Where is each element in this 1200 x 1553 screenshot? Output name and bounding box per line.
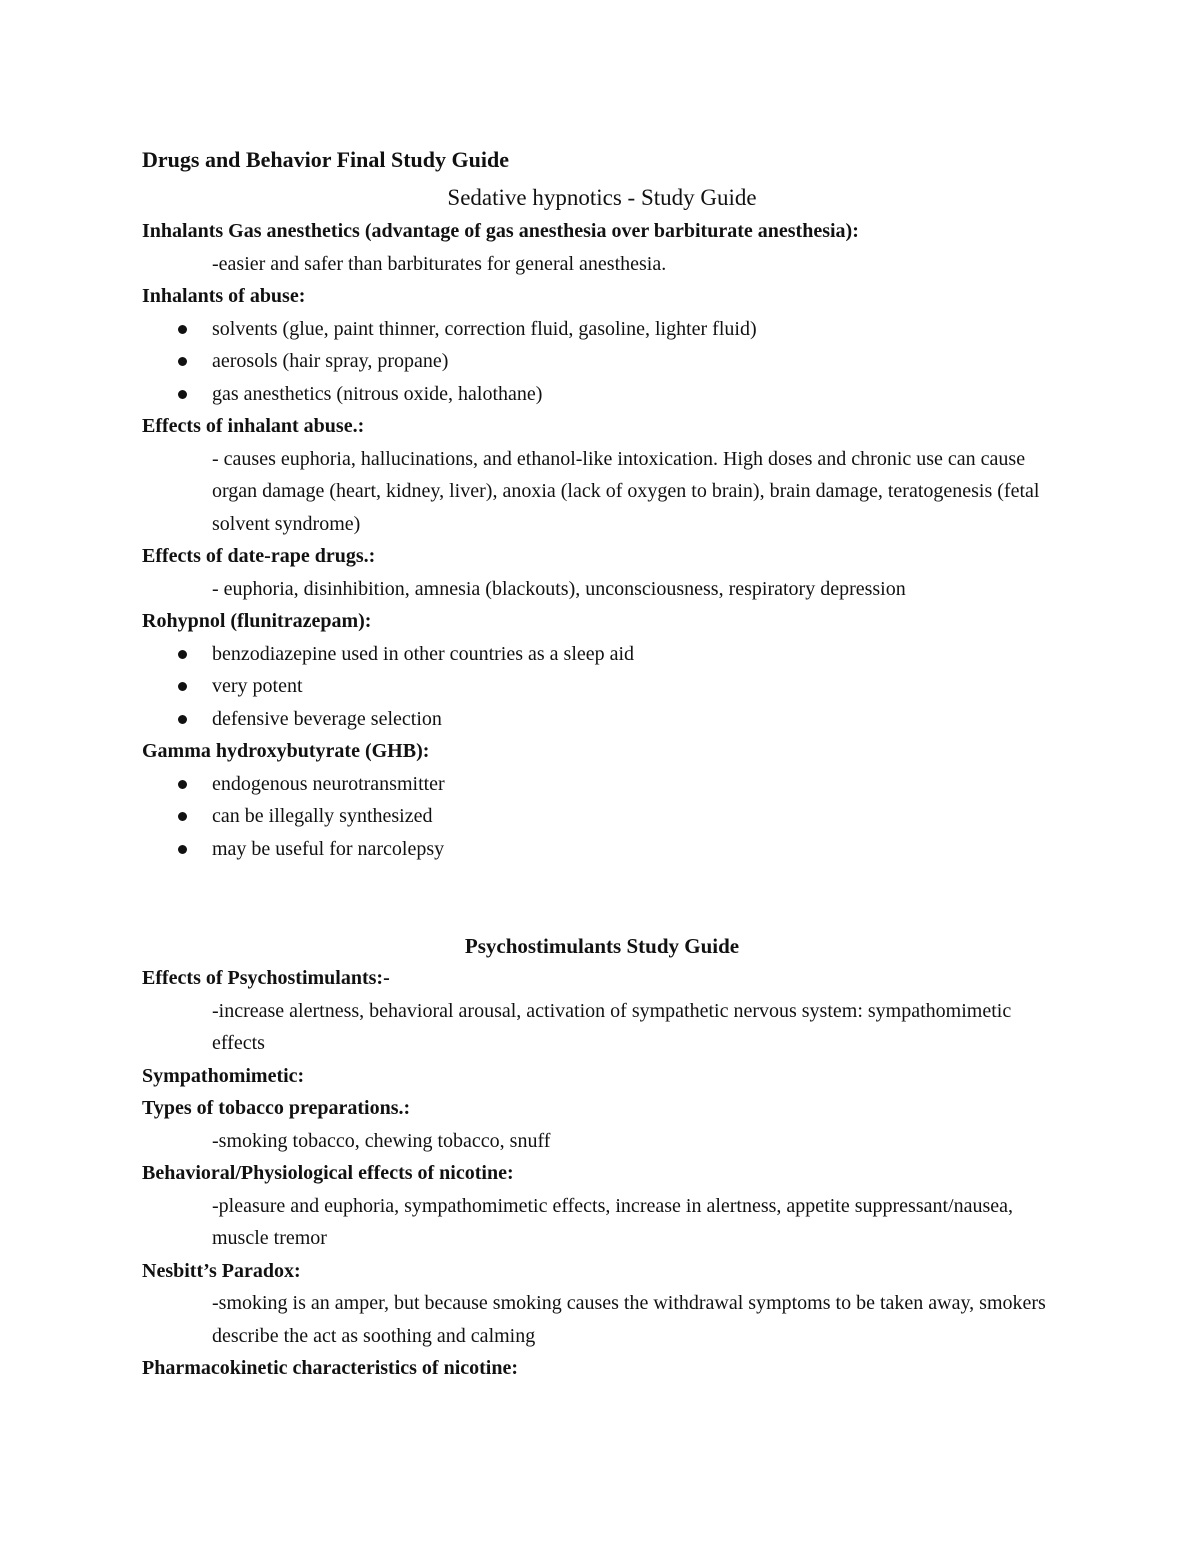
list-item-text: defensive beverage selection [212, 707, 442, 730]
bullet-icon [178, 812, 187, 821]
list-item-text: very potent [212, 675, 303, 697]
list-item-text: gas anesthetics (nitrous oxide, halothane) [212, 382, 543, 405]
rohypnol-heading: Rohypnol (flunitrazepam): [142, 610, 372, 632]
nicotine-effects-text: -pleasure and euphoria, sympathomimetic effects, increase in alertness, appetite suppressant/nausea, muscle tremor [212, 1194, 1014, 1249]
list-item [142, 833, 1062, 866]
list-item [142, 638, 1062, 671]
list-item [142, 378, 1062, 411]
list-item [142, 345, 1062, 378]
list-item [142, 313, 1062, 346]
list-item-text: can be illegally synthesized [212, 805, 433, 827]
nesbitt-heading: Nesbitt’s Paradox: [142, 1259, 301, 1282]
bullet-icon [178, 325, 187, 334]
date-rape-text: - euphoria, disinhibition, amnesia (blackouts), unconsciousness, respiratory depression [212, 577, 906, 600]
bullet-icon [178, 845, 187, 854]
list-item [142, 670, 1062, 703]
psychostimulants-subtitle: Psychostimulants Study Guide [464, 934, 740, 958]
ghb-list [142, 768, 1062, 866]
inhalants-gas-heading: Inhalants Gas anesthetics (advantage of gas anesthesia over barbiturate anesthesia): [142, 220, 859, 242]
bullet-icon [178, 357, 187, 366]
bullet-icon [178, 650, 187, 659]
bullet-icon [178, 682, 187, 691]
effects-inhalant-heading: Effects of inhalant abuse.: [142, 415, 365, 437]
psychostimulant-effects-heading: Effects of Psychostimulants:- [142, 967, 390, 989]
inhalants-abuse-heading: Inhalants of abuse: [142, 285, 306, 307]
rohypnol-list [142, 638, 1062, 736]
effects-inhalant-text: - causes euphoria, hallucinations, and ethanol-like intoxication. High doses and chronic use can cause organ damage (heart, kidney, liver), anoxia (lack of oxygen to brain), brain damage, teratogenesis (fetal solvent syndrome) [212, 447, 1040, 535]
tobacco-text: -smoking tobacco, chewing tobacco, snuff [212, 1129, 551, 1152]
bullet-icon [178, 390, 187, 399]
document-title: Drugs and Behavior Final Study Guide [142, 147, 509, 172]
nesbitt-text: -smoking is an amper, but because smoking causes the withdrawal symptoms to be taken away, smokers describe the act as soothing and calming [212, 1292, 1046, 1347]
list-item-text: aerosols (hair spray, propane) [212, 350, 449, 372]
nicotine-effects-heading: Behavioral/Physiological effects of nicotine: [142, 1162, 514, 1184]
date-rape-heading: Effects of date-rape drugs.: [142, 545, 376, 567]
document-body [142, 181, 1062, 1385]
list-item-text: solvents (glue, paint thinner, correction fluid, gasoline, lighter fluid) [212, 317, 757, 340]
tobacco-heading: Types of tobacco preparations.: [142, 1097, 411, 1119]
list-item [142, 703, 1062, 736]
inhalants-gas-text: -easier and safer than barbiturates for general anesthesia. [212, 252, 667, 275]
pharmacokinetic-heading: Pharmacokinetic characteristics of nicotine: [142, 1357, 519, 1379]
psychostimulant-effects-text: -increase alertness, behavioral arousal, activation of sympathetic nervous system: sympathomimetic effects [212, 999, 1012, 1054]
sympathomimetic-heading: Sympathomimetic: [142, 1064, 305, 1087]
bullet-icon [178, 780, 187, 789]
list-item [142, 768, 1062, 801]
section-spacer [142, 865, 1062, 930]
bullet-icon [178, 715, 187, 724]
inhalants-abuse-list [142, 313, 1062, 411]
sedative-subtitle: Sedative hypnotics - Study Guide [447, 185, 757, 210]
list-item-text: benzodiazepine used in other countries as a sleep aid [212, 642, 635, 665]
list-item [142, 800, 1062, 833]
ghb-heading: Gamma hydroxybutyrate (GHB): [142, 740, 430, 762]
list-item-text: endogenous neurotransmitter [212, 772, 445, 795]
list-item-text: may be useful for narcolepsy [212, 837, 445, 860]
